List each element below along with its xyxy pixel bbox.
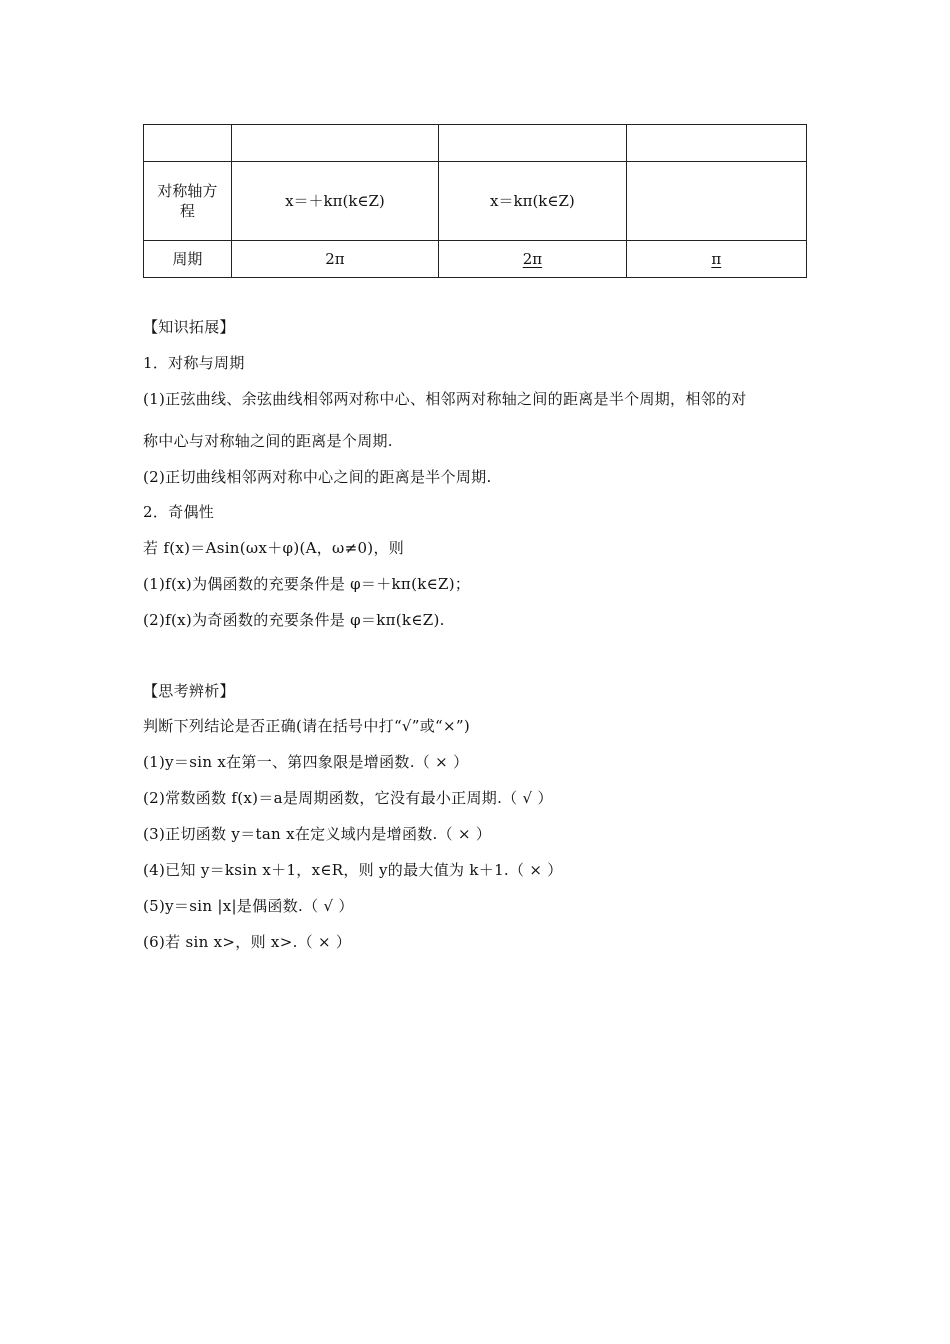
table-cell: 2π xyxy=(231,241,439,278)
paragraph-line: 判断下列结论是否正确(请在括号中打“√”或“×”) xyxy=(143,717,471,735)
item-title: 1．对称与周期 xyxy=(143,354,245,372)
table-cell xyxy=(144,125,232,162)
table-row xyxy=(144,162,807,241)
paragraph-line: 称中心与对称轴之间的距离是个周期. xyxy=(143,432,393,450)
row-label-line: 对称轴方 xyxy=(157,182,218,200)
judgement-item: (4)已知 y＝ksin x＋1，x∈R，则 y的最大值为 k＋1.（ × ） xyxy=(143,861,563,879)
judgement-item: (6)若 sin x>，则 x>.（ × ） xyxy=(143,933,352,951)
section-heading-thinking: 【思考辨析】 xyxy=(143,682,235,700)
underlined-answer: 2π xyxy=(522,250,543,268)
paragraph-line: (1)正弦曲线、余弦曲线相邻两对称中心、相邻两对称轴之间的距离是半个周期，相邻的对 xyxy=(143,390,747,408)
table-cell xyxy=(439,125,626,162)
table-cell: x＝＋kπ(k∈Z) xyxy=(231,162,439,241)
table-cell xyxy=(626,162,806,241)
row-label-line: 程 xyxy=(179,202,195,220)
judgement-item: (3)正切函数 y＝tan x在定义域内是增函数.（ × ） xyxy=(143,825,492,843)
trig-properties-table xyxy=(143,124,807,278)
row-label-period: 周期 xyxy=(144,241,232,278)
item-title: 2．奇偶性 xyxy=(143,503,215,521)
paragraph-line: (1)f(x)为偶函数的充要条件是 φ＝＋kπ(k∈Z)； xyxy=(143,575,471,593)
table-row xyxy=(144,125,807,162)
table-cell xyxy=(626,125,806,162)
judgement-item: (5)y＝sin |x|是偶函数.（ √ ） xyxy=(143,897,354,915)
paragraph-line: (2)正切曲线相邻两对称中心之间的距离是半个周期. xyxy=(143,468,492,486)
table-cell xyxy=(439,241,626,278)
row-label-axis-equation xyxy=(144,162,232,241)
section-heading-knowledge: 【知识拓展】 xyxy=(143,318,235,336)
underlined-answer: π xyxy=(711,250,722,268)
judgement-item: (2)常数函数 f(x)＝a是周期函数，它没有最小正周期.（ √ ） xyxy=(143,789,553,807)
table-cell xyxy=(231,125,439,162)
paragraph-line: (2)f(x)为奇函数的充要条件是 φ＝kπ(k∈Z). xyxy=(143,611,445,629)
judgement-item: (1)y＝sin x在第一、第四象限是增函数.（ × ） xyxy=(143,753,469,771)
table-row xyxy=(144,241,807,278)
table-cell xyxy=(626,241,806,278)
paragraph-line: 若 f(x)＝Asin(ωx＋φ)(A，ω≠0)，则 xyxy=(143,539,405,557)
table-cell: x＝kπ(k∈Z) xyxy=(439,162,626,241)
